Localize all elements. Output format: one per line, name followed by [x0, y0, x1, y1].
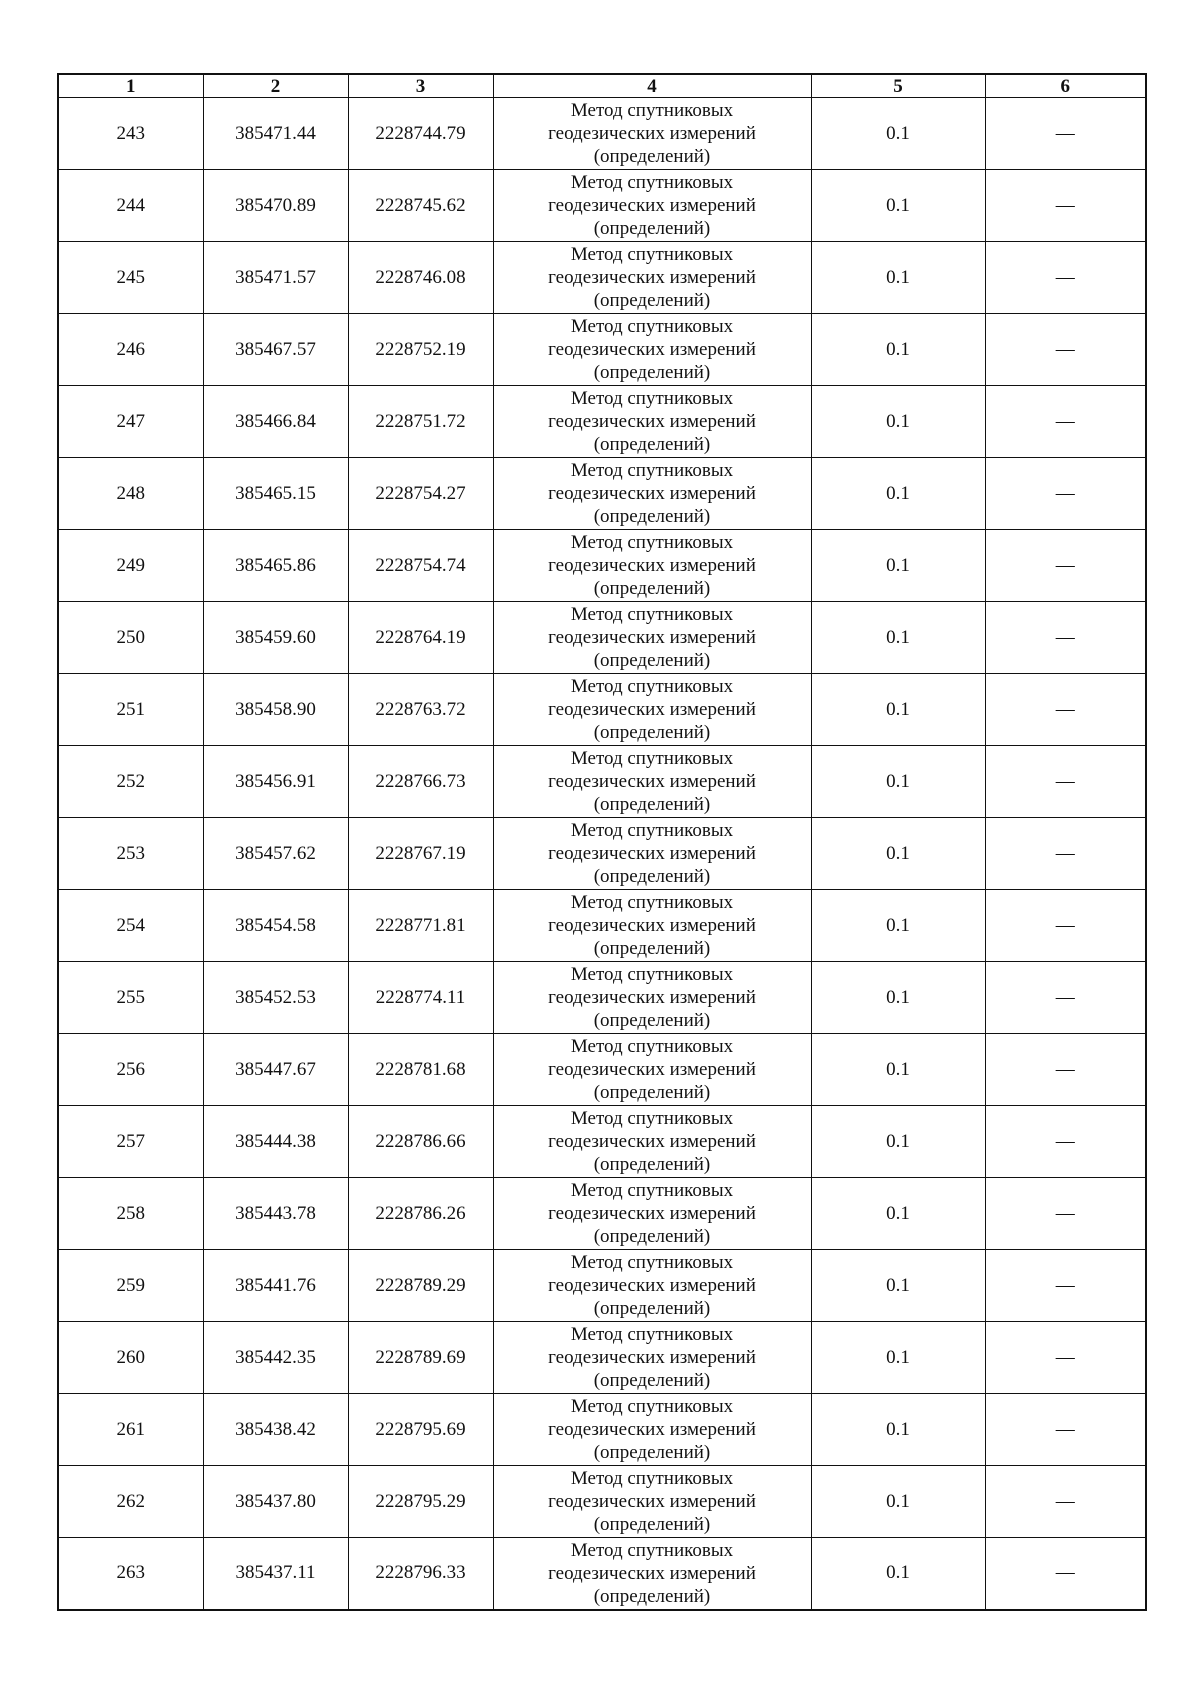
x-coordinate-cell: 385471.57 — [203, 242, 348, 314]
x-coordinate-cell: 385437.11 — [203, 1538, 348, 1610]
method-line: геодезических измерений — [548, 267, 756, 288]
y-coordinate-cell: 2228746.08 — [348, 242, 493, 314]
point-number-cell: 244 — [58, 170, 203, 242]
method-cell — [493, 746, 811, 818]
method-line: (определений) — [593, 1370, 711, 1391]
note-cell: — — [985, 746, 1146, 818]
method-line: (определений) — [593, 362, 711, 383]
point-number-cell: 245 — [58, 242, 203, 314]
method-line: (определений) — [593, 938, 711, 959]
method-line: геодезических измерений — [548, 1347, 756, 1368]
table-row — [58, 458, 1146, 530]
accuracy-cell: 0.1 — [811, 1034, 985, 1106]
point-number-cell: 248 — [58, 458, 203, 530]
note-cell: — — [985, 1322, 1146, 1394]
table-row — [58, 962, 1146, 1034]
note-cell: — — [985, 458, 1146, 530]
point-number-cell: 254 — [58, 890, 203, 962]
method-line: Метод спутниковых — [570, 604, 734, 625]
table-row — [58, 1106, 1146, 1178]
method-line: геодезических измерений — [548, 1059, 756, 1080]
method-cell — [493, 1178, 811, 1250]
x-coordinate-cell: 385459.60 — [203, 602, 348, 674]
method-line: (определений) — [593, 1154, 711, 1175]
accuracy-cell: 0.1 — [811, 890, 985, 962]
header-col-2: 2 — [203, 74, 348, 98]
method-line: Метод спутниковых — [570, 1036, 734, 1057]
method-line: Метод спутниковых — [570, 892, 734, 913]
point-number-cell: 255 — [58, 962, 203, 1034]
table-row — [58, 530, 1146, 602]
method-line: Метод спутниковых — [570, 316, 734, 337]
method-line: (определений) — [593, 1082, 711, 1103]
point-number-cell: 262 — [58, 1466, 203, 1538]
point-number-cell: 249 — [58, 530, 203, 602]
point-number-cell: 263 — [58, 1538, 203, 1610]
method-line: Метод спутниковых — [570, 1108, 734, 1129]
y-coordinate-cell: 2228796.33 — [348, 1538, 493, 1610]
method-cell — [493, 530, 811, 602]
method-line: Метод спутниковых — [570, 244, 734, 265]
x-coordinate-cell: 385456.91 — [203, 746, 348, 818]
method-line: (определений) — [593, 1514, 711, 1535]
method-line: геодезических измерений — [548, 915, 756, 936]
point-number-cell: 258 — [58, 1178, 203, 1250]
method-cell — [493, 890, 811, 962]
accuracy-cell: 0.1 — [811, 602, 985, 674]
point-number-cell: 257 — [58, 1106, 203, 1178]
point-number-cell: 261 — [58, 1394, 203, 1466]
method-cell — [493, 962, 811, 1034]
method-line: геодезических измерений — [548, 699, 756, 720]
table-row — [58, 602, 1146, 674]
note-cell: — — [985, 602, 1146, 674]
note-cell: — — [985, 530, 1146, 602]
note-cell: — — [985, 890, 1146, 962]
note-cell: — — [985, 242, 1146, 314]
table-header — [58, 74, 1146, 98]
method-line: (определений) — [593, 866, 711, 887]
method-line: Метод спутниковых — [570, 1252, 734, 1273]
method-line: (определений) — [593, 434, 711, 455]
x-coordinate-cell: 385443.78 — [203, 1178, 348, 1250]
x-coordinate-cell: 385465.15 — [203, 458, 348, 530]
note-cell: — — [985, 170, 1146, 242]
y-coordinate-cell: 2228786.26 — [348, 1178, 493, 1250]
method-line: геодезических измерений — [548, 987, 756, 1008]
method-cell — [493, 170, 811, 242]
table-row — [58, 314, 1146, 386]
method-line: (определений) — [593, 1298, 711, 1319]
x-coordinate-cell: 385444.38 — [203, 1106, 348, 1178]
table-row — [58, 1034, 1146, 1106]
method-line: Метод спутниковых — [570, 748, 734, 769]
point-number-cell: 246 — [58, 314, 203, 386]
method-cell — [493, 386, 811, 458]
method-cell — [493, 314, 811, 386]
method-line: Метод спутниковых — [570, 676, 734, 697]
header-col-3: 3 — [348, 74, 493, 98]
method-line: геодезических измерений — [548, 1131, 756, 1152]
accuracy-cell: 0.1 — [811, 1178, 985, 1250]
method-line: (определений) — [593, 722, 711, 743]
note-cell: — — [985, 1538, 1146, 1610]
point-number-cell: 252 — [58, 746, 203, 818]
method-line: геодезических измерений — [548, 1562, 756, 1584]
x-coordinate-cell: 385467.57 — [203, 314, 348, 386]
point-number-cell: 259 — [58, 1250, 203, 1322]
table-row — [58, 1394, 1146, 1466]
note-cell: — — [985, 1178, 1146, 1250]
accuracy-cell: 0.1 — [811, 674, 985, 746]
method-line: геодезических измерений — [548, 339, 756, 360]
method-line: (определений) — [593, 578, 711, 599]
point-number-cell: 243 — [58, 98, 203, 170]
y-coordinate-cell: 2228764.19 — [348, 602, 493, 674]
method-line: геодезических измерений — [548, 411, 756, 432]
method-line: геодезических измерений — [548, 843, 756, 864]
note-cell: — — [985, 1034, 1146, 1106]
table-row — [58, 746, 1146, 818]
method-line: (определений) — [593, 146, 711, 167]
y-coordinate-cell: 2228754.27 — [348, 458, 493, 530]
method-line: Метод спутниковых — [570, 172, 734, 193]
accuracy-cell: 0.1 — [811, 530, 985, 602]
x-coordinate-cell: 385447.67 — [203, 1034, 348, 1106]
method-line: Метод спутниковых — [570, 388, 734, 409]
header-col-4: 4 — [493, 74, 811, 98]
x-coordinate-cell: 385457.62 — [203, 818, 348, 890]
method-line: геодезических измерений — [548, 195, 756, 216]
note-cell: — — [985, 98, 1146, 170]
y-coordinate-cell: 2228795.29 — [348, 1466, 493, 1538]
accuracy-cell: 0.1 — [811, 314, 985, 386]
y-coordinate-cell: 2228795.69 — [348, 1394, 493, 1466]
method-line: геодезических измерений — [548, 1203, 756, 1224]
method-line: (определений) — [593, 506, 711, 527]
accuracy-cell: 0.1 — [811, 1466, 985, 1538]
method-line: (определений) — [593, 1442, 711, 1463]
point-number-cell: 253 — [58, 818, 203, 890]
accuracy-cell: 0.1 — [811, 1394, 985, 1466]
accuracy-cell: 0.1 — [811, 746, 985, 818]
method-cell — [493, 1322, 811, 1394]
accuracy-cell: 0.1 — [811, 170, 985, 242]
x-coordinate-cell: 385465.86 — [203, 530, 348, 602]
method-cell — [493, 1106, 811, 1178]
table-row — [58, 674, 1146, 746]
table-row — [58, 818, 1146, 890]
accuracy-cell: 0.1 — [811, 1322, 985, 1394]
method-line: Метод спутниковых — [570, 820, 734, 841]
y-coordinate-cell: 2228752.19 — [348, 314, 493, 386]
method-line: (определений) — [593, 290, 711, 311]
note-cell: — — [985, 1394, 1146, 1466]
x-coordinate-cell: 385454.58 — [203, 890, 348, 962]
method-line: геодезических измерений — [548, 123, 756, 144]
header-row — [58, 74, 1146, 98]
table-row — [58, 98, 1146, 170]
table-row — [58, 1322, 1146, 1394]
method-line: Метод спутниковых — [570, 1468, 734, 1489]
accuracy-cell: 0.1 — [811, 962, 985, 1034]
method-line: (определений) — [593, 650, 711, 671]
y-coordinate-cell: 2228744.79 — [348, 98, 493, 170]
note-cell: — — [985, 1106, 1146, 1178]
method-line: геодезических измерений — [548, 1275, 756, 1296]
y-coordinate-cell: 2228789.69 — [348, 1322, 493, 1394]
method-cell — [493, 242, 811, 314]
table-row — [58, 242, 1146, 314]
table-row — [58, 890, 1146, 962]
accuracy-cell: 0.1 — [811, 1106, 985, 1178]
y-coordinate-cell: 2228763.72 — [348, 674, 493, 746]
method-cell — [493, 602, 811, 674]
accuracy-cell: 0.1 — [811, 458, 985, 530]
x-coordinate-cell: 385471.44 — [203, 98, 348, 170]
table-row — [58, 1178, 1146, 1250]
method-line: Метод спутниковых — [570, 100, 734, 121]
method-line: (определений) — [593, 1585, 711, 1607]
point-number-cell: 247 — [58, 386, 203, 458]
point-number-cell: 250 — [58, 602, 203, 674]
method-cell — [493, 1394, 811, 1466]
method-line: Метод спутниковых — [570, 1539, 734, 1561]
y-coordinate-cell: 2228766.73 — [348, 746, 493, 818]
table-row — [58, 1250, 1146, 1322]
x-coordinate-cell: 385452.53 — [203, 962, 348, 1034]
header-col-1: 1 — [58, 74, 203, 98]
accuracy-cell: 0.1 — [811, 386, 985, 458]
table-row — [58, 386, 1146, 458]
method-line: геодезических измерений — [548, 1491, 756, 1512]
method-cell — [493, 458, 811, 530]
y-coordinate-cell: 2228771.81 — [348, 890, 493, 962]
method-line: Метод спутниковых — [570, 1180, 734, 1201]
method-line: (определений) — [593, 218, 711, 239]
x-coordinate-cell: 385441.76 — [203, 1250, 348, 1322]
point-number-cell: 251 — [58, 674, 203, 746]
method-cell — [493, 98, 811, 170]
method-cell — [493, 818, 811, 890]
x-coordinate-cell: 385437.80 — [203, 1466, 348, 1538]
y-coordinate-cell: 2228781.68 — [348, 1034, 493, 1106]
accuracy-cell: 0.1 — [811, 1538, 985, 1610]
y-coordinate-cell: 2228789.29 — [348, 1250, 493, 1322]
x-coordinate-cell: 385458.90 — [203, 674, 348, 746]
method-cell — [493, 1034, 811, 1106]
x-coordinate-cell: 385438.42 — [203, 1394, 348, 1466]
table-body — [58, 98, 1146, 1610]
note-cell: — — [985, 314, 1146, 386]
method-line: геодезических измерений — [548, 771, 756, 792]
header-col-6: 6 — [985, 74, 1146, 98]
table-row — [58, 1538, 1146, 1610]
method-cell — [493, 674, 811, 746]
note-cell: — — [985, 386, 1146, 458]
method-line: геодезических измерений — [548, 627, 756, 648]
method-cell — [493, 1466, 811, 1538]
table-row — [58, 1466, 1146, 1538]
y-coordinate-cell: 2228754.74 — [348, 530, 493, 602]
y-coordinate-cell: 2228751.72 — [348, 386, 493, 458]
y-coordinate-cell: 2228745.62 — [348, 170, 493, 242]
x-coordinate-cell: 385442.35 — [203, 1322, 348, 1394]
accuracy-cell: 0.1 — [811, 98, 985, 170]
method-line: (определений) — [593, 1226, 711, 1247]
note-cell: — — [985, 1250, 1146, 1322]
method-cell — [493, 1250, 811, 1322]
x-coordinate-cell: 385466.84 — [203, 386, 348, 458]
method-line: геодезических измерений — [548, 555, 756, 576]
y-coordinate-cell: 2228786.66 — [348, 1106, 493, 1178]
method-line: Метод спутниковых — [570, 1324, 734, 1345]
y-coordinate-cell: 2228774.11 — [348, 962, 493, 1034]
y-coordinate-cell: 2228767.19 — [348, 818, 493, 890]
header-col-5: 5 — [811, 74, 985, 98]
method-line: геодезических измерений — [548, 1419, 756, 1440]
method-line: геодезических измерений — [548, 483, 756, 504]
table-row — [58, 170, 1146, 242]
accuracy-cell: 0.1 — [811, 242, 985, 314]
point-number-cell: 260 — [58, 1322, 203, 1394]
method-line: Метод спутниковых — [570, 460, 734, 481]
method-cell — [493, 1538, 811, 1610]
note-cell: — — [985, 962, 1146, 1034]
note-cell: — — [985, 818, 1146, 890]
method-line: (определений) — [593, 1010, 711, 1031]
method-line: Метод спутниковых — [570, 532, 734, 553]
method-line: Метод спутниковых — [570, 1396, 734, 1417]
note-cell: — — [985, 1466, 1146, 1538]
accuracy-cell: 0.1 — [811, 1250, 985, 1322]
note-cell: — — [985, 674, 1146, 746]
accuracy-cell: 0.1 — [811, 818, 985, 890]
x-coordinate-cell: 385470.89 — [203, 170, 348, 242]
point-number-cell: 256 — [58, 1034, 203, 1106]
method-line: Метод спутниковых — [570, 964, 734, 985]
coordinates-table — [57, 73, 1147, 1611]
method-line: (определений) — [593, 794, 711, 815]
